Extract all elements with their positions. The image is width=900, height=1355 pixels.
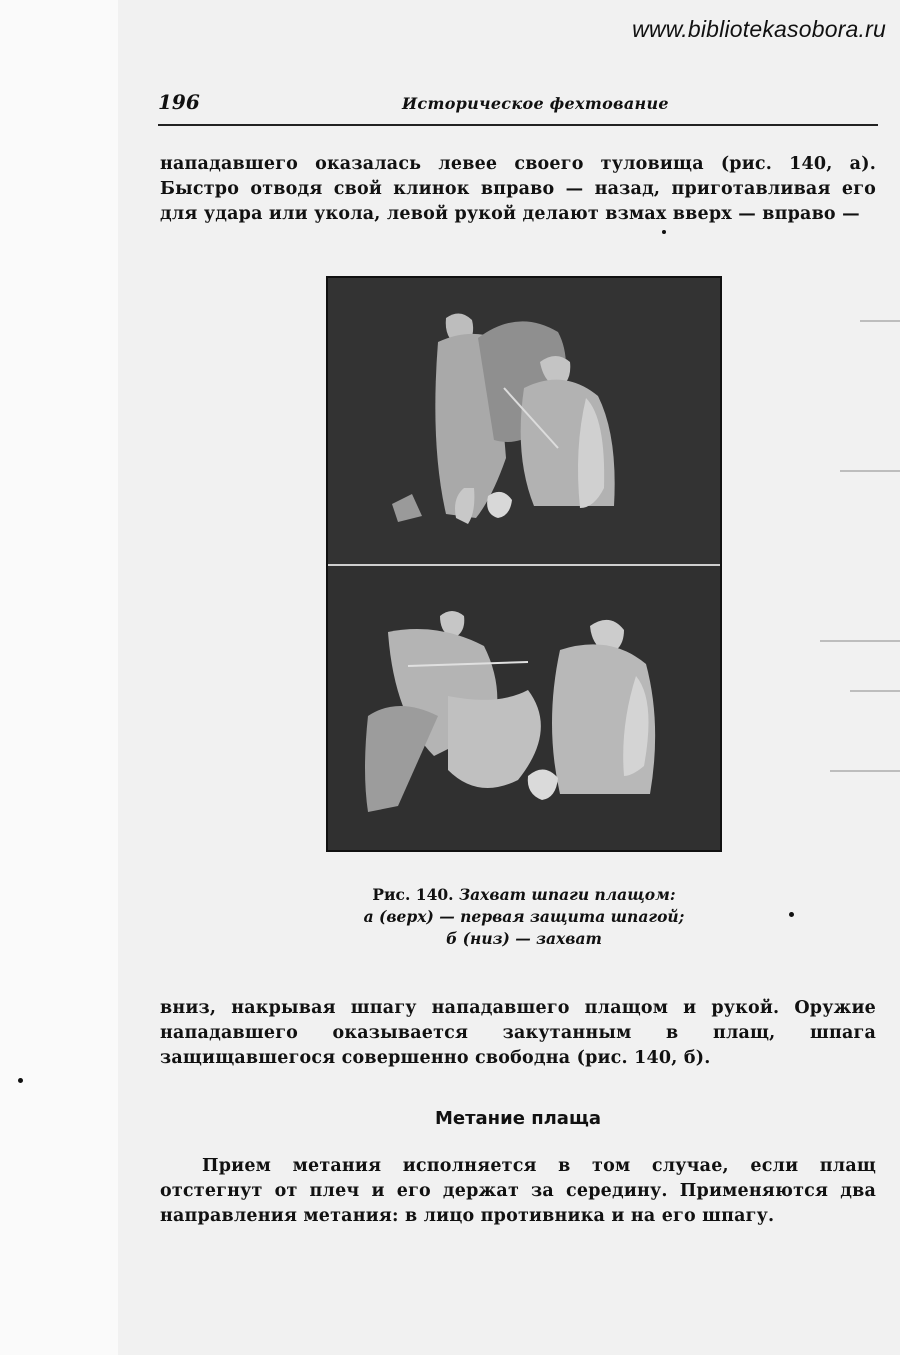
paragraph-1: нападавшего оказалась левее своего туловища (рис. 140, а). Быстро отводя свой клинок вправо — назад, приготавливая его для удара или укола, левой рукой делают взмах вверх — вправо —: [160, 154, 876, 224]
scan-streak: [840, 470, 900, 472]
photo-fencers-bottom: [328, 566, 720, 850]
scan-margin: [0, 0, 118, 1355]
figure-photo-top: [328, 278, 720, 564]
figure-140: [326, 276, 722, 852]
page-number: 196: [158, 90, 200, 114]
caption-line-a: а (верх) — первая защита шпагой;: [363, 907, 685, 926]
paragraph-2: вниз, накрывая шпагу нападавшего плащом и рукой. Оружие нападавшего оказывается закутанным в плащ, шпага защищавшегося совершенно свободна (рис. 140, б).: [160, 998, 876, 1068]
section-heading: Метание плаща: [434, 1108, 602, 1129]
scan-speck: [18, 1078, 23, 1083]
figure-photo-bottom: [328, 566, 720, 850]
scan-streak: [860, 320, 900, 322]
scan-streak: [830, 770, 900, 772]
running-title: Историческое фехтование: [402, 94, 669, 113]
scan-speck: [662, 230, 666, 234]
photo-fencers-top: [328, 278, 720, 564]
paragraph-3: Прием метания исполняется в том случае, если плащ отстегнут от плеч и его держат за середину. Применяются два направления метания: в лицо противника и на его шпагу.: [160, 1156, 876, 1226]
scan-streak: [850, 690, 900, 692]
watermark-url[interactable]: www.bibliotekasobora.ru: [632, 16, 886, 42]
caption-title: Захват шпаги плащом:: [458, 885, 676, 904]
figure-caption: [330, 884, 718, 950]
page-header: [158, 88, 878, 126]
scan-streak: [820, 640, 900, 642]
caption-label: Рис. 140.: [372, 885, 454, 904]
scan-speck: [789, 912, 794, 917]
caption-line-b: б (низ) — захват: [446, 929, 602, 948]
